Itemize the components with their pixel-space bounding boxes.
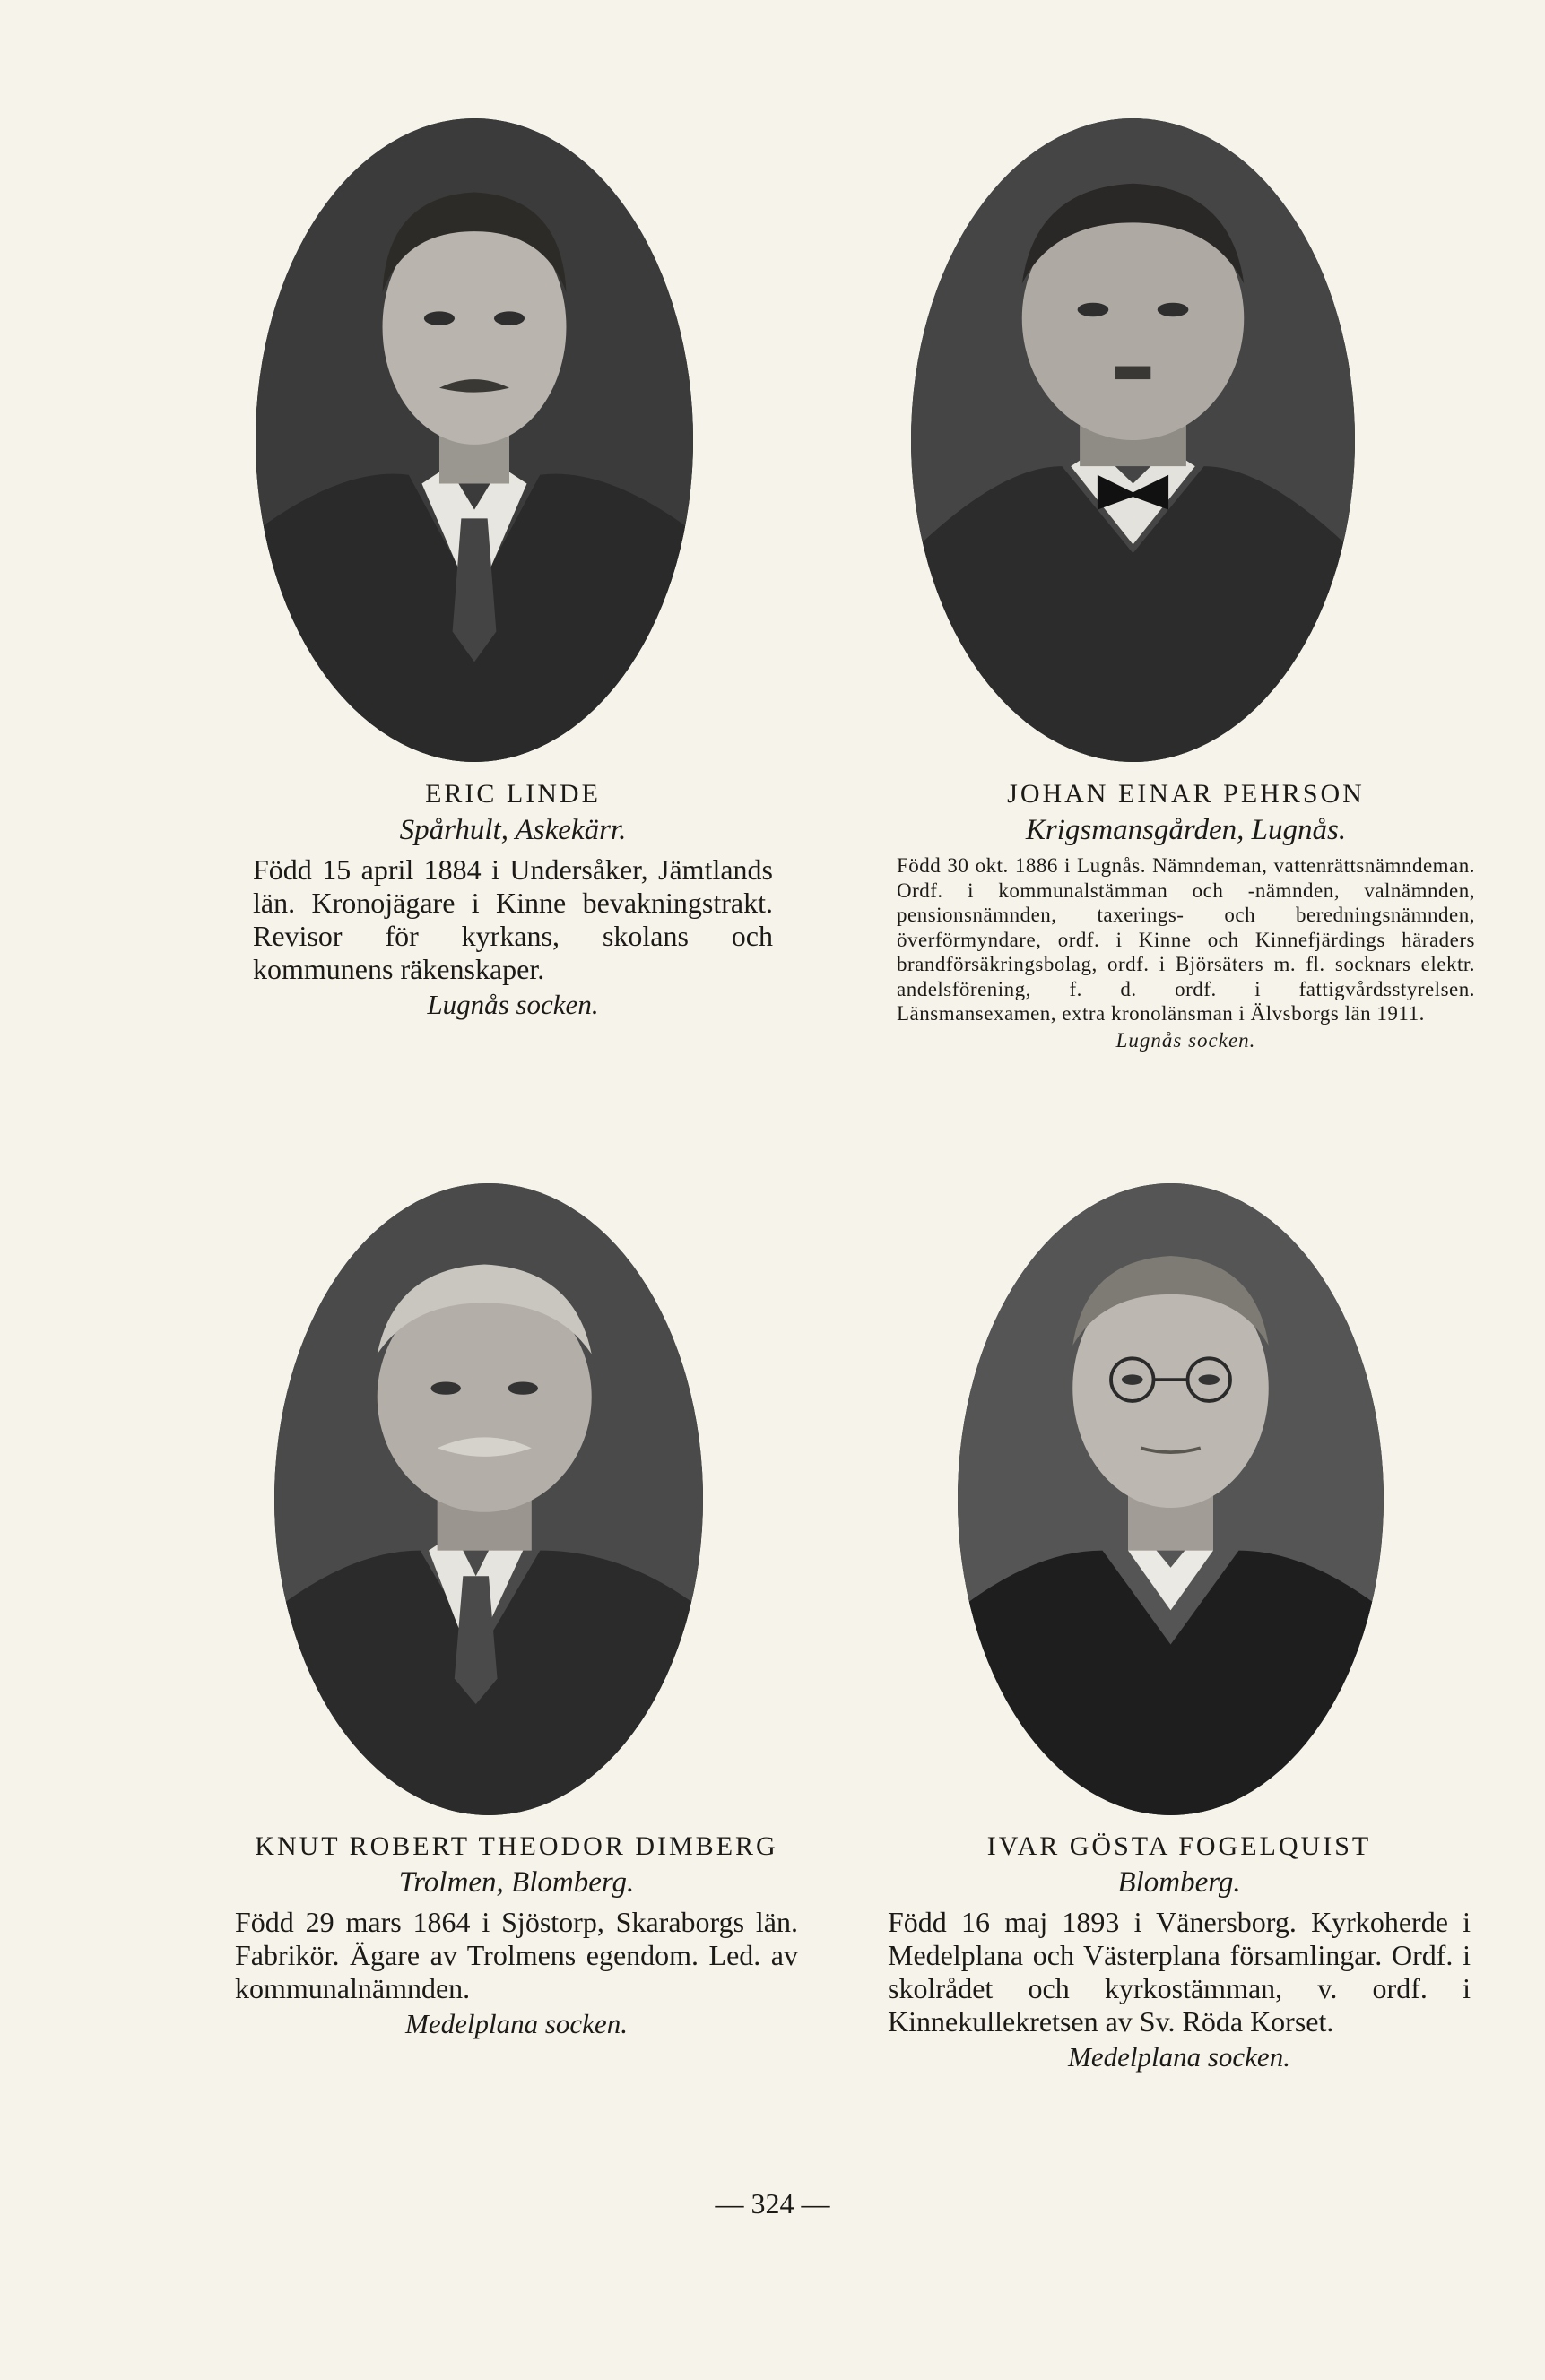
portrait-eric-linde xyxy=(256,118,693,762)
residence: Blomberg. xyxy=(1117,1866,1241,1899)
parish: Medelplana socken. xyxy=(405,2008,628,2039)
entry-ivar-gosta-fogelquist xyxy=(888,1829,1471,2074)
entry-knut-robert-theodor-dimberg xyxy=(235,1829,798,2041)
portrait-knut-robert-theodor-dimberg xyxy=(274,1183,703,1815)
entry-johan-einar-pehrson xyxy=(897,776,1475,1053)
portrait-ivar-gosta-fogelquist xyxy=(958,1183,1384,1815)
residence: Trolmen, Blomberg. xyxy=(398,1866,635,1899)
portrait-johan-einar-pehrson xyxy=(911,118,1355,762)
person-name: JOHAN EINAR PEHRSON xyxy=(1007,779,1365,809)
biography: Född 16 maj 1893 i Vänersborg. Kyrkoherde i Medelplana och Västerplana församlingar. Ordf. i skolrådet och kyrkostämman, v. ordf. i Kinnekullekretsen av Sv. Röda Korset. xyxy=(888,1906,1471,2038)
person-name: ERIC LINDE xyxy=(425,779,601,809)
person-name: IVAR GÖSTA FOGELQUIST xyxy=(986,1831,1372,1861)
biography: Född 15 april 1884 i Undersåker, Jämtlands län. Kronojägare i Kinne bevakningstrakt. Revisor för kyrkans, skolans och kommunens räkenskaper. xyxy=(253,853,773,985)
residence: Krigsmansgården, Lugnås. xyxy=(1025,814,1347,846)
entry-eric-linde xyxy=(253,776,773,1022)
page-number: — 324 — xyxy=(715,2187,830,2220)
biography: Född 30 okt. 1886 i Lugnås. Nämndeman, vattenrättsnämndeman. Ordf. i kommunalstämman och -nämnden, valnämnden, pensionsnämnden, taxerings- och beredningsnämnden, överförmyndare, ordf. i Kinne och Kinnefjärdings häraders brandförsäkringsbolag, ordf. i Björsäters m. fl. socknars elektr. andelsförening, f. d. ordf. i fattigvårdsstyrelsen. Länsmansexamen, extra kronolänsman i Älvsborgs län 1911. xyxy=(897,854,1475,1025)
person-name: KNUT ROBERT THEODOR DIMBERG xyxy=(255,1831,778,1861)
residence: Spårhult, Askekärr. xyxy=(399,814,627,846)
parish: Lugnås socken. xyxy=(1115,1028,1256,1052)
biography: Född 29 mars 1864 i Sjöstorp, Skaraborgs län. Fabrikör. Ägare av Trolmens egendom. Led. av kommunalnämnden. xyxy=(235,1906,798,2004)
parish: Lugnås socken. xyxy=(427,989,599,1020)
parish: Medelplana socken. xyxy=(1068,2041,1290,2073)
